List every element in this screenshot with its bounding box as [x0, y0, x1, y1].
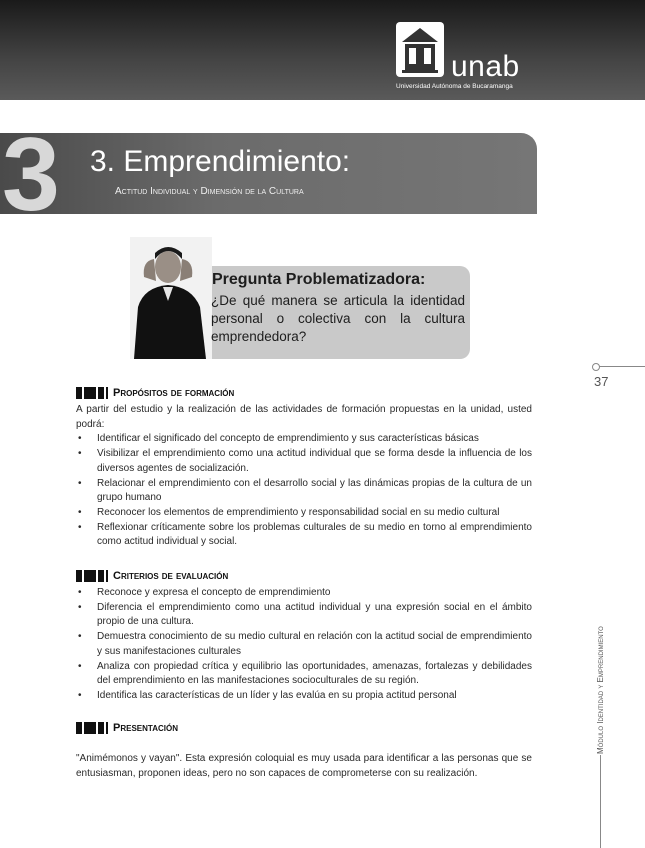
purposes-title: Propósitos de formación [113, 387, 235, 399]
purposes-body [76, 403, 532, 550]
section-heading-presentation [76, 722, 178, 734]
side-marker-circle [592, 363, 600, 371]
list-item: • Reconoce y expresa el concepto de emprendimiento [76, 586, 532, 601]
list-item: • Analiza con propiedad crítica y equilibrio las oportunidades, amenazas, fortalezas y debilidades del emprendimiento en las manifestaciones socioculturales de su región. [76, 660, 532, 689]
university-building-icon [396, 22, 444, 77]
section-heading-purposes [76, 387, 234, 399]
list-item: • Reconocer los elementos de emprendimiento y responsabilidad social en su medio cultural [76, 506, 532, 521]
student-photo [130, 237, 212, 359]
section-bars-icon [76, 387, 110, 399]
list-item: • Reflexionar críticamente sobre los problemas culturales de su medio en torno al emprendimiento como actitud individual y social. [76, 521, 532, 550]
section-heading-criteria [76, 570, 228, 582]
purposes-list [76, 432, 532, 550]
chapter-subtitle: Actitud Individual y Dimensión de la Cultura [115, 186, 304, 197]
presentation-title: Presentación [113, 722, 178, 734]
criteria-title: Criterios de evaluación [113, 570, 229, 582]
logo-wordmark: unab [451, 50, 520, 83]
side-marker-line [599, 366, 645, 367]
presentation-text: "Animémonos y vayan". Esta expresión coloquial es muy usada para identificar a las personas que se entusiasman, proponen ideas, pero no son capaces de comprometerse con su realización. [76, 753, 532, 779]
section-bars-icon [76, 570, 110, 582]
chapter-number: 3 [2, 117, 60, 233]
chapter-banner [0, 117, 537, 233]
criteria-list [76, 586, 532, 704]
list-item: • Relacionar el emprendimiento con el desarrollo social y las dinámicas propias de la cultura de un grupo humano [76, 477, 532, 506]
question-text: ¿De qué manera se articula la identidad personal o colectiva con la cultura emprendedora? [211, 293, 465, 344]
list-item: • Diferencia el emprendimiento como una actitud individual y una expresión social en el ámbito propio de una cultura. [76, 601, 532, 630]
logo-subtitle: Universidad Autónoma de Bucaramanga [396, 83, 513, 90]
question-title: Pregunta Problematizadora: [212, 271, 426, 288]
purposes-intro: A partir del estudio y la realización de las actividades de formación propuestas en la unidad, usted podrá: [76, 404, 532, 430]
unab-logo [396, 22, 521, 94]
page-number: 37 [594, 374, 609, 389]
list-item: • Identificar el significado del concepto de emprendimiento y sus características básicas [76, 432, 532, 447]
side-vertical-line [600, 755, 601, 848]
page-header [0, 0, 645, 100]
section-bars-icon [76, 722, 110, 734]
criteria-body [76, 586, 532, 704]
list-item: • Identifica las características de un líder y las evalúa en su propia actitud personal [76, 689, 532, 704]
chapter-title: 3. Emprendimiento: [90, 145, 351, 178]
side-running-title: Módulo Identidad y Emprendimiento [596, 626, 605, 754]
list-item: • Visibilizar el emprendimiento como una actitud individual que se forma desde la influencia de los diversos agentes de socialización. [76, 447, 532, 476]
list-item: • Demuestra conocimiento de su medio cultural en relación con la actitud social de emprendimiento y sus manifestaciones culturales [76, 630, 532, 659]
